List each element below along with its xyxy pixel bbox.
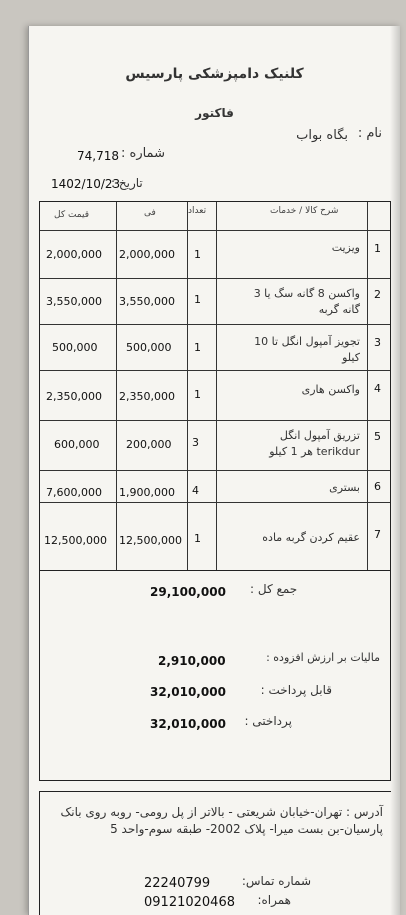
receipt-paper: [28, 26, 400, 915]
date-value: 1402/10/23: [51, 177, 121, 191]
vat-value: 2,910,000: [158, 654, 226, 668]
cell-qty: 1: [194, 341, 201, 354]
cell-total: 600,000: [54, 438, 100, 451]
cell-total: 3,550,000: [46, 295, 102, 308]
vat-label: مالیات بر ارزش افزوده :: [266, 651, 380, 664]
cell-unit: 1,900,000: [119, 486, 175, 499]
name-label: نام :: [357, 126, 382, 141]
clinic-title: کلنیک دامپزشکی پارسیس: [125, 66, 304, 82]
cell-desc-line2: کیلو: [342, 351, 360, 364]
cell-index: 7: [374, 528, 381, 541]
totals-box: [39, 571, 391, 781]
cell-qty: 4: [192, 484, 199, 497]
cell-desc: تجویز آمپول انگل تا 10: [254, 335, 360, 348]
header-unit-price: فی: [144, 208, 156, 218]
invoice-label: فاکتور: [195, 106, 234, 120]
cell-unit: 2,350,000: [119, 390, 175, 403]
cell-desc: بستری: [329, 481, 360, 494]
cell-index: 2: [374, 288, 381, 301]
cell-index: 3: [374, 336, 381, 349]
phone-value: 22240799: [144, 876, 211, 891]
cell-desc: ویزیت: [331, 241, 360, 254]
paper-edge-shadow: [390, 26, 400, 915]
cell-total: 2,000,000: [46, 248, 102, 261]
cell-qty: 1: [194, 388, 201, 401]
cell-index: 4: [374, 382, 381, 395]
payable-value: 32,010,000: [150, 685, 226, 699]
number-value: 74,718: [77, 149, 119, 163]
cell-index: 5: [374, 430, 381, 443]
mobile-label: همراه:: [257, 893, 291, 907]
cell-desc: عقیم کردن گربه ماده: [262, 531, 360, 544]
cell-qty: 1: [194, 532, 201, 545]
cell-total: 500,000: [52, 341, 98, 354]
paid-label: پرداختی :: [244, 714, 292, 728]
items-table: [39, 201, 391, 571]
cell-qty: 3: [192, 436, 199, 449]
cell-index: 1: [374, 242, 381, 255]
sum-label: جمع کل :: [250, 582, 298, 596]
cell-unit: 3,550,000: [119, 295, 175, 308]
phone-label: شماره تماس:: [241, 874, 311, 888]
cell-desc-line2: terikdur هر 1 کیلو: [269, 445, 360, 458]
cell-total: 2,350,000: [46, 390, 102, 403]
payable-label: قابل پرداخت :: [260, 683, 332, 697]
name-value: بگاه بواب: [296, 128, 348, 143]
cell-unit: 2,000,000: [119, 248, 175, 261]
sum-value: 29,100,000: [150, 585, 226, 599]
cell-total: 12,500,000: [44, 534, 107, 547]
date-label: تاریخ :: [111, 176, 143, 190]
cell-desc: تزریق آمپول انگل: [279, 429, 360, 442]
cell-total: 7,600,000: [46, 486, 102, 499]
number-label: شماره :: [121, 146, 165, 161]
cell-unit: 12,500,000: [119, 534, 182, 547]
header-total-price: قیمت کل: [54, 210, 90, 220]
cell-unit: 200,000: [126, 438, 172, 451]
cell-desc-line2: گانه گربه: [318, 303, 360, 316]
paid-value: 32,010,000: [150, 717, 226, 731]
footer-box: [39, 791, 391, 915]
cell-desc: واکسن هاری: [301, 383, 360, 396]
cell-qty: 1: [194, 293, 201, 306]
header-qty: تعداد: [188, 206, 207, 216]
cell-index: 6: [374, 480, 381, 493]
cell-unit: 500,000: [126, 341, 172, 354]
cell-qty: 1: [194, 248, 201, 261]
cell-desc: واکسن 8 گانه سگ یا 3: [253, 287, 360, 300]
mobile-value: 09121020468: [144, 895, 235, 910]
header-service: شرح کالا / خدمات: [270, 206, 339, 216]
clinic-address: آدرس : تهران-خیابان شریعتی - بالاتر از پل رومی- روبه روی بانک پارسیان-بن بست میرا- پلاک 2002- طبقه سوم-واحد 5: [60, 805, 383, 836]
